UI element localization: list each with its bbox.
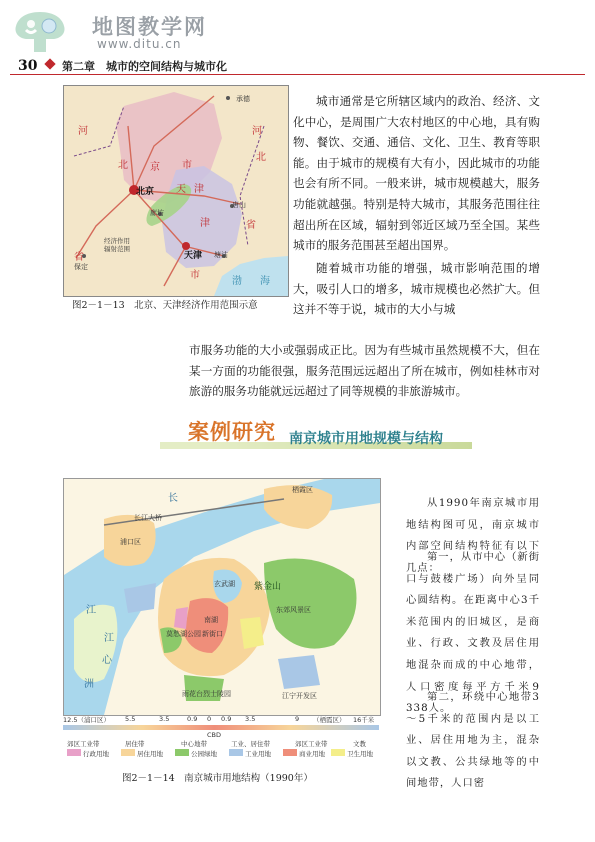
legend-zone-sub-3: 工业用地 [245,750,271,758]
watermark-url: www.ditu.cn [97,37,182,51]
map-label-bei: 北 [118,160,128,171]
map-label-shi: 市 [182,160,192,171]
map2-label-qixia: 栖霞区 [292,486,313,494]
legend-zone-name-5: 文教 [353,740,366,748]
map-label-chengde: 承德 [236,95,250,103]
legend-swatch-5 [331,749,345,756]
scale-label-8: （栖霞区） [313,716,346,724]
map-label-sheng: 省 [246,220,256,231]
map2-label-xinjiekou: 新街口 [202,630,223,638]
map2-label-jiang1: 江 [86,605,96,616]
legend-zone-sub-1: 居住用地 [137,750,163,758]
legend-zone-name-4: 郊区工业带 [295,740,328,748]
map2-label-mochou: 莫愁湖公园 [166,630,201,638]
map-label-tanggu: 塘沽 [214,251,228,259]
figure2-caption: 图2－1－14 南京城市用地结构（1990年） [122,773,313,784]
map-label-bei2: 北 [256,152,266,163]
legend-zone-sub-5: 卫生用地 [347,750,373,758]
scale-label-3: 0.9 [187,715,198,723]
map2-label-yuhuatai: 雨花台烈士陵园 [182,690,231,698]
scale-bar [63,725,379,730]
map-label-baoding: 保定 [74,263,88,271]
map-label-tianjin: 天津 [184,251,203,261]
paragraph-1: 城市通常是它所辖区域内的政治、经济、文化中心，是周围广大农村地区的中心地，具有购物、餐饮、交通、通信、文化、卫生、教育等职能。由于城市的规模有大有小，因此城市的功能也会有所不同。一般来讲，城市规模越大，服务功能就越强。特别是特大城市，其服务范围往往超出所在区域，辐射到邻近区域乃至全国。某些城市的服务范围甚至超出国界。 [293,94,540,253]
map2-label-xin: 心 [102,655,112,666]
scale-label-9: 16千米 [353,716,375,724]
map-label-jing: 京 [150,162,160,173]
map2-label-chang: 长 [168,493,178,504]
map2-label-jiangning: 江宁开发区 [282,692,317,700]
diamond-icon [44,58,55,69]
right-column-intro: 从1990年南京城市用地结构图可见，南京城市内部空间结构特征有以下几点： [406,497,540,574]
beijing-tianjin-map [63,85,289,297]
landuse-legend [63,734,379,768]
map-label-langfang: 廊坊 [150,209,164,217]
map-label-tangshan: 唐山 [232,201,246,209]
legend-zone-sub-4: 商业用地 [299,750,325,758]
legend-zone-name-3: 工业、居住带 [231,740,270,748]
map-label-beijing: 北京 [136,187,155,197]
map2-label-dongjiao: 东郊风景区 [276,606,311,614]
map-label-tian-jin: 津 [194,184,204,195]
map-label-zone2: 辐射范围 [104,245,130,253]
map-label-sheng2: 省 [74,252,84,263]
scale-label-7: 9 [295,715,300,723]
page-number: 30 [18,58,38,74]
map2-label-bridge: 长江大桥 [134,514,162,522]
legend-swatch-2 [175,749,189,756]
case-study-label: 案例研究 [188,420,276,444]
right-column-point-2: 第二，环绕中心地带3～5千米的范围内是以工业、居住用地为主，混杂以文教、公共绿地等的中间地带，人口密 [406,691,540,790]
map-label-tian: 天 [176,184,186,195]
legend-swatch-4 [283,749,297,756]
case-study-title: 南京城市用地规模与结构 [289,431,443,447]
scale-label-0: 12.5（浦口区） [63,716,110,724]
legend-swatch-0 [67,749,81,756]
map2-label-ningbei: 南湖 [204,616,218,624]
right-column-point-1: 第一，从市中心（新街口与鼓楼广场）向外呈同心圆结构。在距离中心3千米范围内的旧城区，是商业、行政、文教及居住用地混杂而成的中心地带，人口密度每平方千米9 338人。 [406,551,540,715]
header-rule [10,74,585,75]
legend-zone-name-2: 中心地带 [181,740,207,748]
legend-swatch-1 [121,749,135,756]
map2-label-jiang2: 江 [104,633,114,644]
legend-zone-name-0: 郊区工业带 [67,740,100,748]
map2-label-xuanwu: 玄武湖 [214,580,235,588]
legend-zone-sub-2: 公园绿地 [191,750,217,758]
map-label-zone1: 经济作用 [104,237,130,245]
legend-zone-name-1: 居住带 [125,740,145,748]
scale-label-4: 0 [207,715,212,723]
cbd-label: CBD [207,731,222,739]
scale-label-6: 3.5 [245,715,256,723]
scale-label-2: 3.5 [159,715,170,723]
legend-swatch-3 [229,749,243,756]
chapter-title: 第二章 城市的空间结构与城市化 [62,60,227,73]
map-label-he: 河 [78,126,88,137]
map-label-jin: 津 [200,218,210,229]
map2-label-zijinshan: 紫金山 [254,582,282,592]
paragraph-2-bottom: 市服务功能的大小或强弱成正比。因为有些城市虽然规模不大，但在某一方面的功能很强，服务范围远远超出了所在城市，例如桂林市对旅游的服务功能就远远超过了同等规模的非旅游城市。 [189,343,540,399]
map2-label-pukou: 浦口区 [120,538,141,546]
watermark-title: 地图教学网 [92,15,207,39]
site-logo [12,8,68,54]
scale-label-1: 5.5 [125,715,136,723]
figure1-caption: 图2－1－13 北京、天津经济作用范围示意 [72,300,258,311]
map2-label-zhou: 洲 [84,679,94,690]
paragraph-2-top: 随着城市功能的增强，城市影响范围的增大，吸引人口的增多，城市规模也必然扩大。但这并不等于说，城市的大小与城 [293,261,540,317]
map-label-bo: 渤 [232,276,242,287]
map-label-hai: 海 [260,276,270,287]
nanjing-landuse-map [63,478,381,716]
map-label-tj-shi: 市 [190,270,200,281]
map-label-he2: 河 [252,126,262,137]
legend-zone-sub-0: 行政用地 [83,750,109,758]
scale-label-5: 0.9 [221,715,232,723]
